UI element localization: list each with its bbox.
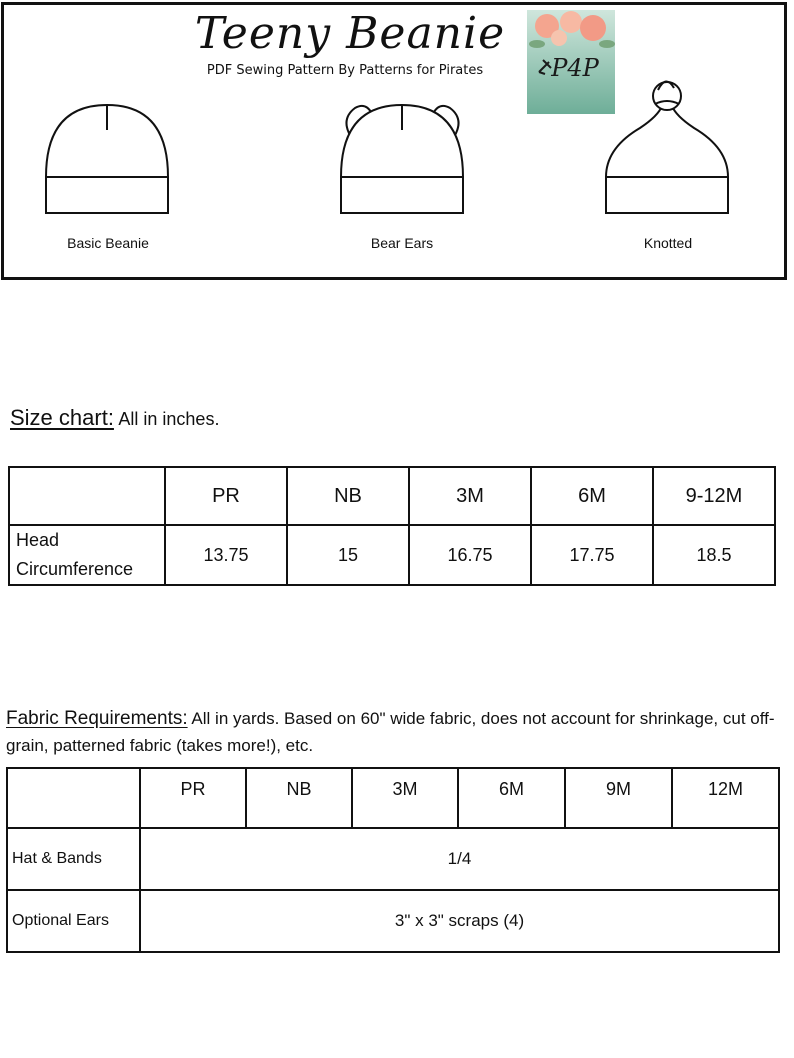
basic-beanie-label: Basic Beanie (67, 235, 149, 251)
fabric-column-header: 12M (672, 768, 779, 828)
fabric-column-header: 3M (352, 768, 458, 828)
size-chart-heading: Size chart: (10, 405, 114, 430)
size-column-header: PR (165, 467, 287, 525)
fabric-column-header: PR (140, 768, 246, 828)
logo-text: P4P (551, 54, 599, 82)
pattern-title: Teeny Beanie (194, 8, 506, 59)
fabric-column-header: 6M (458, 768, 565, 828)
row-label-line: Head (16, 530, 60, 550)
fabric-requirements-heading: Fabric Requirements: (6, 708, 188, 729)
optional-ears-label: Optional Ears (7, 890, 140, 952)
size-column-header: NB (287, 467, 409, 525)
bear-ears-beanie-drawing (335, 100, 470, 220)
size-column-header: 6M (531, 467, 653, 525)
size-chart-table (8, 466, 776, 586)
size-value-cell: 16.75 (409, 525, 531, 585)
optional-ears-row (7, 890, 779, 952)
hat-bands-label: Hat & Bands (7, 828, 140, 890)
bear-ears-label: Bear Ears (370, 235, 434, 251)
empty-corner-cell (9, 467, 165, 525)
fabric-column-header: NB (246, 768, 352, 828)
size-chart-header-row (9, 467, 775, 525)
head-circumference-label (9, 525, 165, 585)
fabric-requirements-table (6, 767, 780, 953)
fabric-requirements-heading-block (6, 705, 790, 759)
basic-beanie-drawing (40, 100, 175, 220)
size-column-header: 9-12M (653, 467, 775, 525)
knotted-beanie-drawing (600, 68, 735, 218)
empty-corner-cell (7, 768, 140, 828)
size-value-cell: 17.75 (531, 525, 653, 585)
knotted-label: Knotted (643, 235, 693, 251)
head-circumference-row (9, 525, 775, 585)
fabric-requirements-note: All in yards. Based on 60" wide fabric, does not account for shrinkage, cut off-grain, patterned fabric (takes more!), etc. (6, 709, 775, 755)
hat-bands-row (7, 828, 779, 890)
pattern-subtitle: PDF Sewing Pattern By Patterns for Pirates (206, 63, 484, 78)
fabric-column-header: 9M (565, 768, 672, 828)
size-value-cell: 13.75 (165, 525, 287, 585)
size-value-cell: 15 (287, 525, 409, 585)
row-label-line: Circumference (16, 559, 134, 579)
size-column-header: 3M (409, 467, 531, 525)
size-value-cell: 18.5 (653, 525, 775, 585)
hat-bands-value: 1/4 (140, 828, 779, 890)
size-chart-note: All in inches. (118, 409, 220, 429)
size-chart-heading-block (10, 405, 219, 431)
optional-ears-value: 3" x 3" scraps (4) (140, 890, 779, 952)
fabric-header-row (7, 768, 779, 828)
